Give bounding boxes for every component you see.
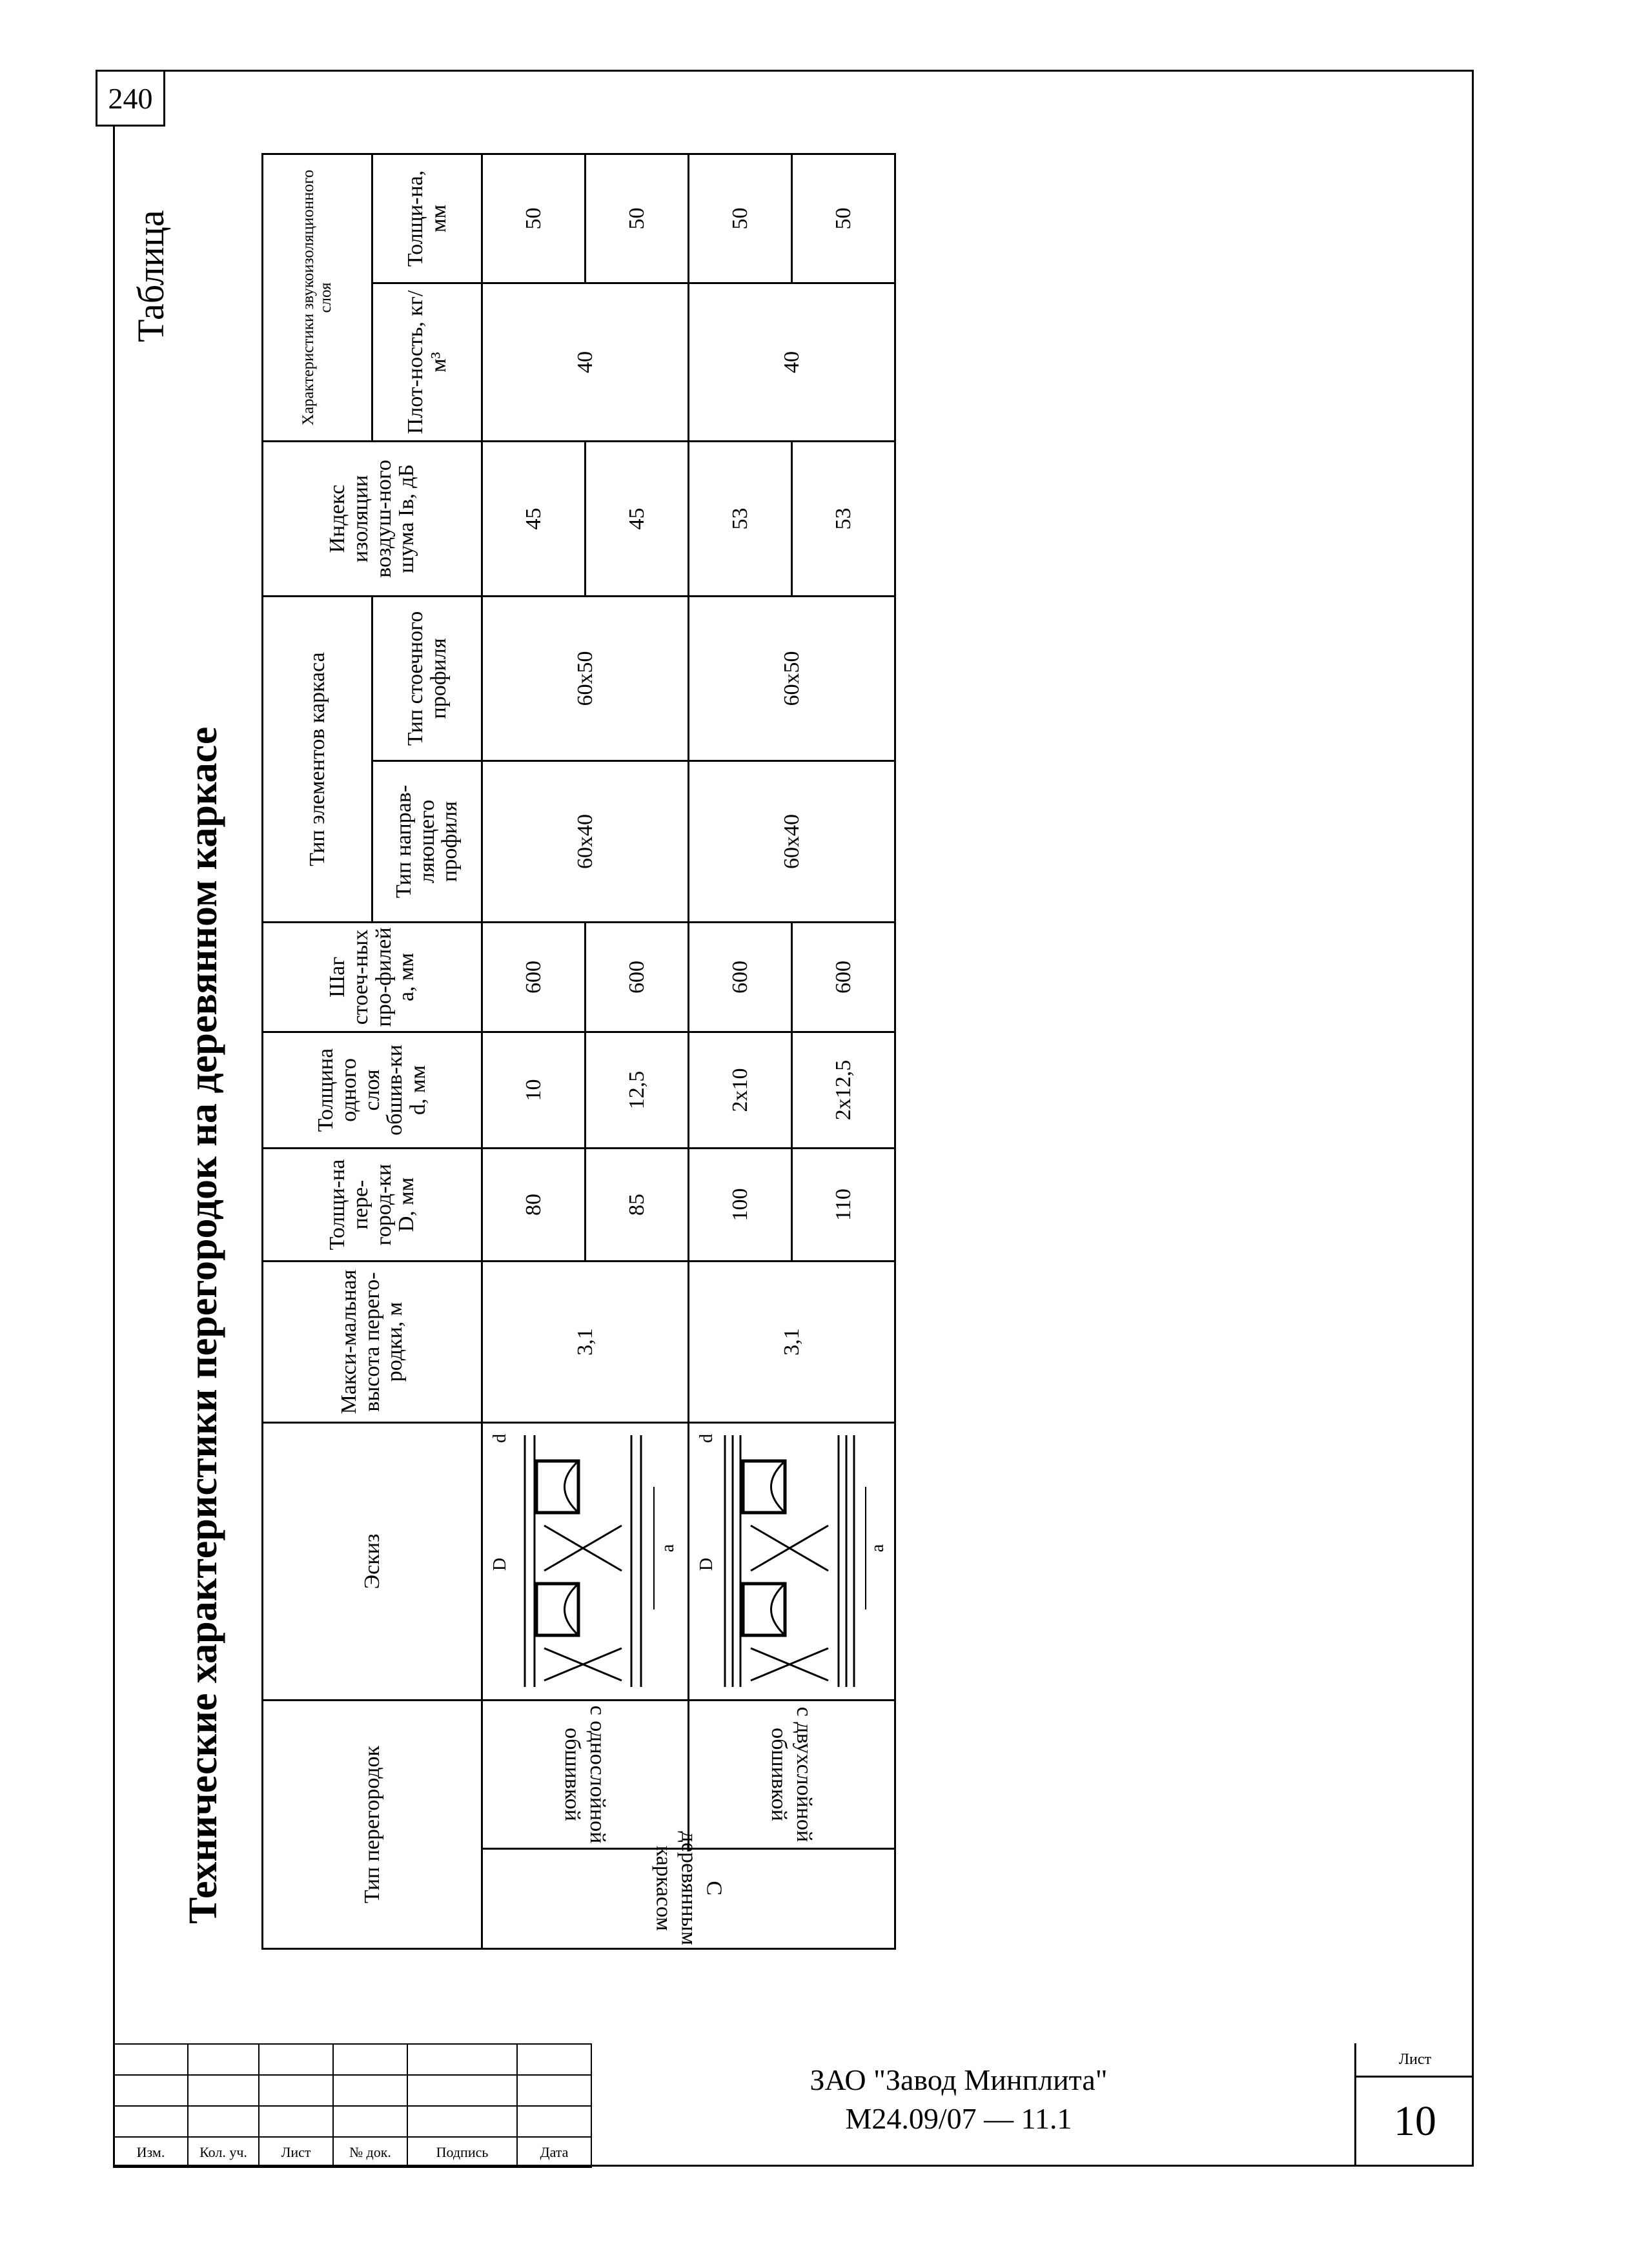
col-kol-uch: Кол. уч. [188,2137,259,2167]
sheet-number: 10 [1394,2097,1436,2145]
revision-grid [113,2043,592,2168]
ins-thickness-cell: 50 [482,154,586,283]
col-date: Дата [517,2137,591,2167]
sketch-cell [689,1422,895,1700]
noise-index-cell: 45 [586,441,689,596]
sheet-label: Лист [1356,2043,1474,2078]
header-sketch: Эскиз [263,1422,482,1700]
subtype-label: с однослойной обшивкой [560,1705,610,1844]
stud-profile-cell: 60х50 [482,596,689,761]
spec-table [261,153,896,1950]
stud-profile-cell: 60х50 [689,596,895,761]
sketch-label-D: D [696,1558,717,1571]
thickness-d-cell: 110 [792,1148,895,1261]
col-list: Лист [259,2137,333,2167]
step-cell: 600 [586,922,689,1032]
noise-index-cell: 45 [482,441,586,596]
step-cell: 600 [792,922,895,1032]
density-cell: 40 [689,283,895,441]
thickness-d-cell: 80 [482,1148,586,1261]
max-height-cell: 3,1 [689,1261,895,1422]
step-cell: 600 [482,922,586,1032]
header-thickness-d: Толщи-на пере-город-ки D, мм [263,1148,482,1261]
header-noise-index: Индекс изоляции воздуш-ного шума Iв, дБ [263,441,482,596]
layer-thickness-cell: 10 [482,1032,586,1148]
group-label: С деревянным каркасом [651,1831,726,1946]
sketch-label-a: a [867,1544,886,1553]
guide-profile-cell: 60х40 [689,761,895,922]
title-block [113,2043,1474,2167]
header-insulation: Характеристики звукоизоляционного слоя [263,154,372,441]
guide-profile-cell: 60х40 [482,761,689,922]
sheet-box [1354,2043,1474,2167]
sketch-label-d: d [696,1434,717,1444]
header-step: Шаг стоеч-ных про-филей а, мм [263,922,482,1032]
sketch-single-layer [486,1429,680,1693]
subtype-cell [482,1700,689,1848]
thickness-d-cell: 100 [689,1148,792,1261]
company-name: ЗАО "Завод Минплита" [810,2063,1108,2096]
density-cell: 40 [482,283,689,441]
page-number: 240 [96,70,165,127]
document-code: М24.09/07 — 11.1 [845,2102,1072,2135]
ins-thickness-cell: 50 [689,154,792,283]
thickness-d-cell: 85 [586,1148,689,1261]
col-signature: Подпись [407,2137,517,2167]
layer-thickness-cell: 2х12,5 [792,1032,895,1148]
group-label-cell [482,1831,895,1949]
sketch-label-d: d [489,1434,510,1444]
table-row [689,154,792,1948]
header-stud-profile: Тип стоечного профиля [372,596,482,761]
table-row [482,154,586,1948]
col-izm: Изм. [114,2137,188,2167]
header-type: Тип перегородок [263,1700,482,1948]
layer-thickness-cell: 2х10 [689,1032,792,1148]
header-guide-profile: Тип направ-ляющего профиля [372,761,482,922]
col-doc-num: № док. [333,2137,407,2167]
step-cell: 600 [689,922,792,1032]
ins-thickness-cell: 50 [792,154,895,283]
subtype-cell [689,1700,895,1848]
max-height-cell: 3,1 [482,1261,689,1422]
sketch-label-D: D [489,1558,510,1571]
layer-thickness-cell: 12,5 [586,1032,689,1148]
page-title: Технические характеристики перегородок на деревянном каркасе [181,726,225,1924]
sketch-double-layer [693,1429,886,1693]
header-frame-elements: Тип элементов каркаса [263,596,372,922]
header-density: Плот-ность, кг/м³ [372,283,482,441]
header-max-height: Макси-мальная высота перего-родки, м [263,1261,482,1422]
noise-index-cell: 53 [689,441,792,596]
subtype-label: с двухслойной обшивкой [767,1706,817,1843]
noise-index-cell: 53 [792,441,895,596]
sketch-cell [482,1422,689,1700]
ins-thickness-cell: 50 [586,154,689,283]
table-label: Таблица [130,210,172,342]
header-layer-thickness: Толщина одного слоя обшив-ки d, мм [263,1032,482,1148]
sketch-label-a: a [657,1544,678,1553]
header-ins-thickness: Толщи-на, мм [372,154,482,283]
